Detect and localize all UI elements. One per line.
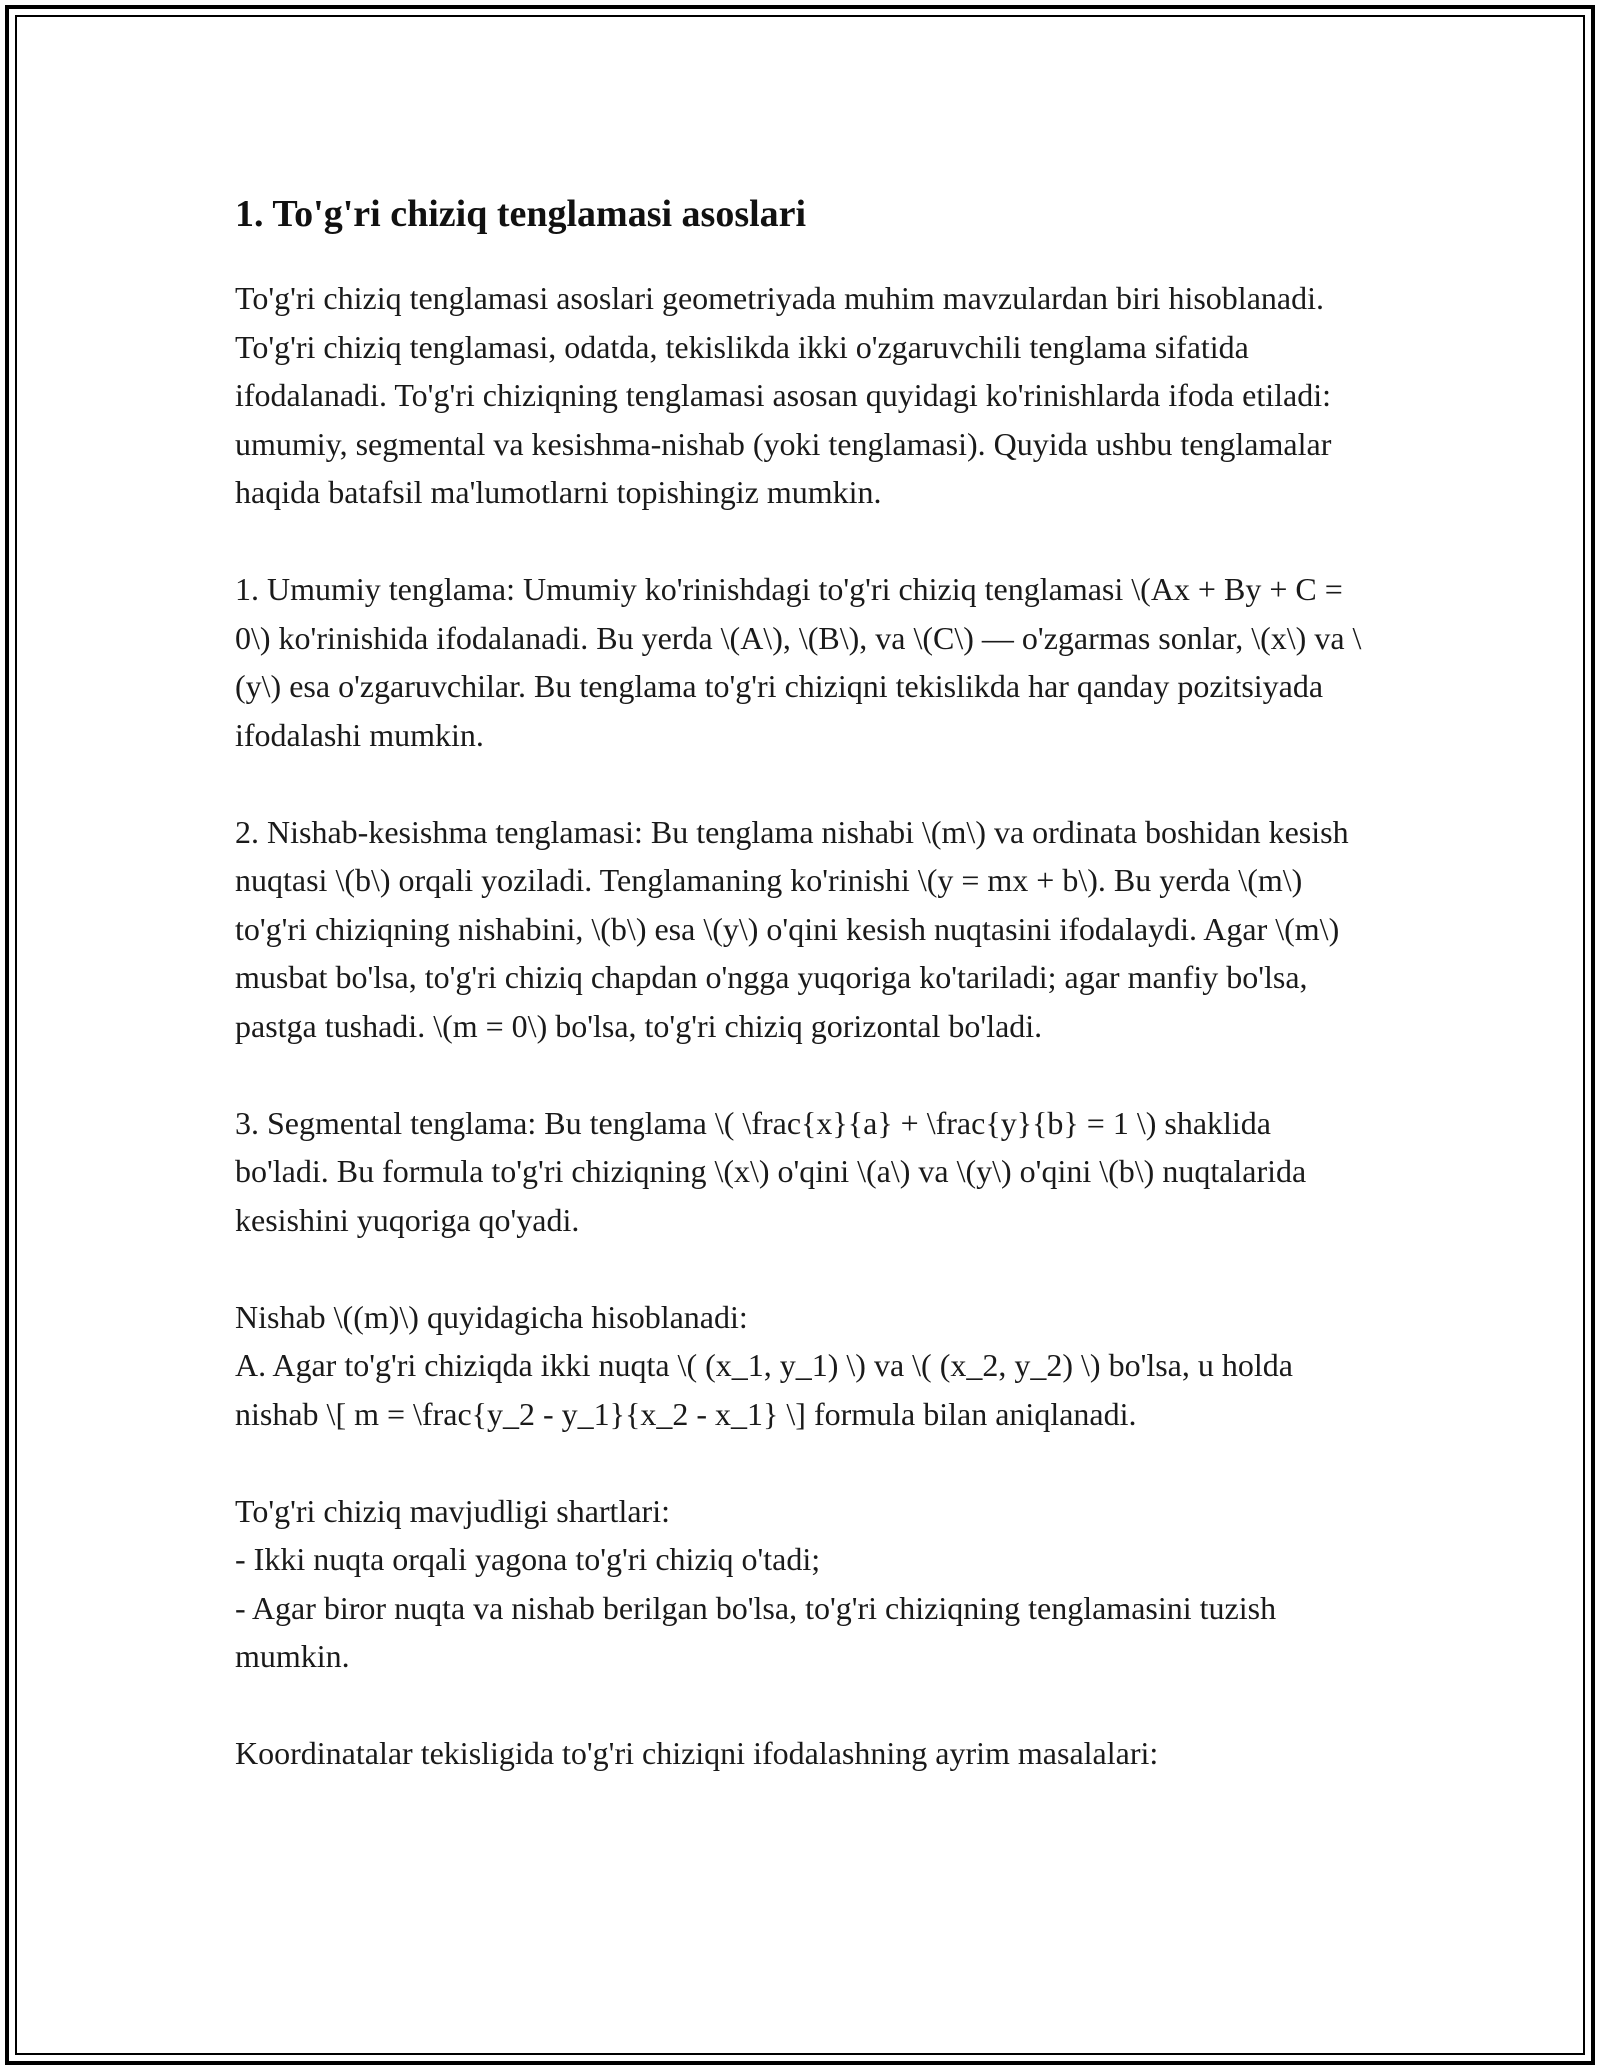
segment-equation-paragraph: 3. Segmental tenglama: Bu tenglama \( \frac{x}{a} + \frac{y}{b} = 1 \) shaklida bo'ladi. Bu formula to'g'ri chiziqning \(x\) o'qini \(a\) va \(y\) o'qini \(b\) nuqtalarida kesishini yuqoriga qo'yadi. xyxy=(235,1104,1307,1238)
slope-intercept-paragraph: 2. Nishab-kesishma tenglamasi: Bu tenglama nishabi \(m\) va ordinata boshidan kesish nuqtasi \(b\) orqali yoziladi. Tenglamaning ko'rinishi \(y = mx + b\). Bu yerda \(m\) to'g'ri chiziqning nishabini, \(b\) esa \(y\) o'qini kesish nuqtasini ifodalaydi. Agar \(m\) musbat bo'lsa, to'g'ri chiziq chapdan o'ngga yuqoriga ko'tariladi; agar manfiy bo'lsa, pastga tushadi. \(m = 0\) bo'lsa, to'g'ri chiziq gorizontal bo'ladi. xyxy=(235,813,1349,1044)
slope-formula-paragraph: Nishab \((m)\) quyidagicha hisoblanadi: A. Agar to'g'ri chiziqda ikki nuqta \( (x_1, y_1) \) va \( (x_2, y_2) \) bo'lsa, u holda nishab \[ m = \frac{y_2 - y_1}{x_2 - x_1} \] formula bilan aniqlanadi. xyxy=(235,1298,1293,1432)
document-body xyxy=(235,188,1365,1778)
coordinate-problems-paragraph: Koordinatalar tekisligida to'g'ri chiziqni ifodalashning ayrim masalalari: xyxy=(235,1735,1159,1771)
intro-paragraph: To'g'ri chiziq tenglamasi asoslari geometriyada muhim mavzulardan biri hisoblanadi. To'g'ri chiziq tenglamasi, odatda, tekislikda ikki o'zgaruvchili tenglama sifatida ifodalanadi. To'g'ri chiziqning tenglamasi asosan quyidagi ko'rinishlarda ifoda etiladi: umumiy, segmental va kesishma-nishab (yoki tenglamasi). Quyida ushbu tenglamalar haqida batafsil ma'lumotlarni topishingiz mumkin. xyxy=(235,280,1332,510)
paragraph-gap xyxy=(235,1244,1365,1293)
paragraph-gap xyxy=(235,1438,1365,1487)
paragraph-gap xyxy=(235,759,1365,808)
paragraph-gap xyxy=(235,517,1365,566)
section-heading: 1. To'g'ri chiziq tenglamasi asoslari xyxy=(235,193,807,235)
existence-conditions-paragraph: To'g'ri chiziq mavjudligi shartlari: - Ikki nuqta orqali yagona to'g'ri chiziq o'tadi; - Agar biror nuqta va nishab berilgan bo'lsa, to'g'ri chiziqning tenglamasini tuzish mumkin. xyxy=(235,1492,1277,1674)
general-equation-paragraph: 1. Umumiy tenglama: Umumiy ko'rinishdagi to'g'ri chiziq tenglamasi \(Ax + By + C = 0\) ko'rinishida ifodalanadi. Bu yerda \(A\), \(B\), va \(C\) — o'zgarmas sonlar, \(x\) va \(y\) esa o'zgaruvchilar. Bu tenglama to'g'ri chiziqni tekislikda har qanday pozitsiyada ifodalashi mumkin. xyxy=(235,571,1362,753)
paragraph-gap xyxy=(235,1050,1365,1099)
paragraph-gap xyxy=(235,1681,1365,1730)
